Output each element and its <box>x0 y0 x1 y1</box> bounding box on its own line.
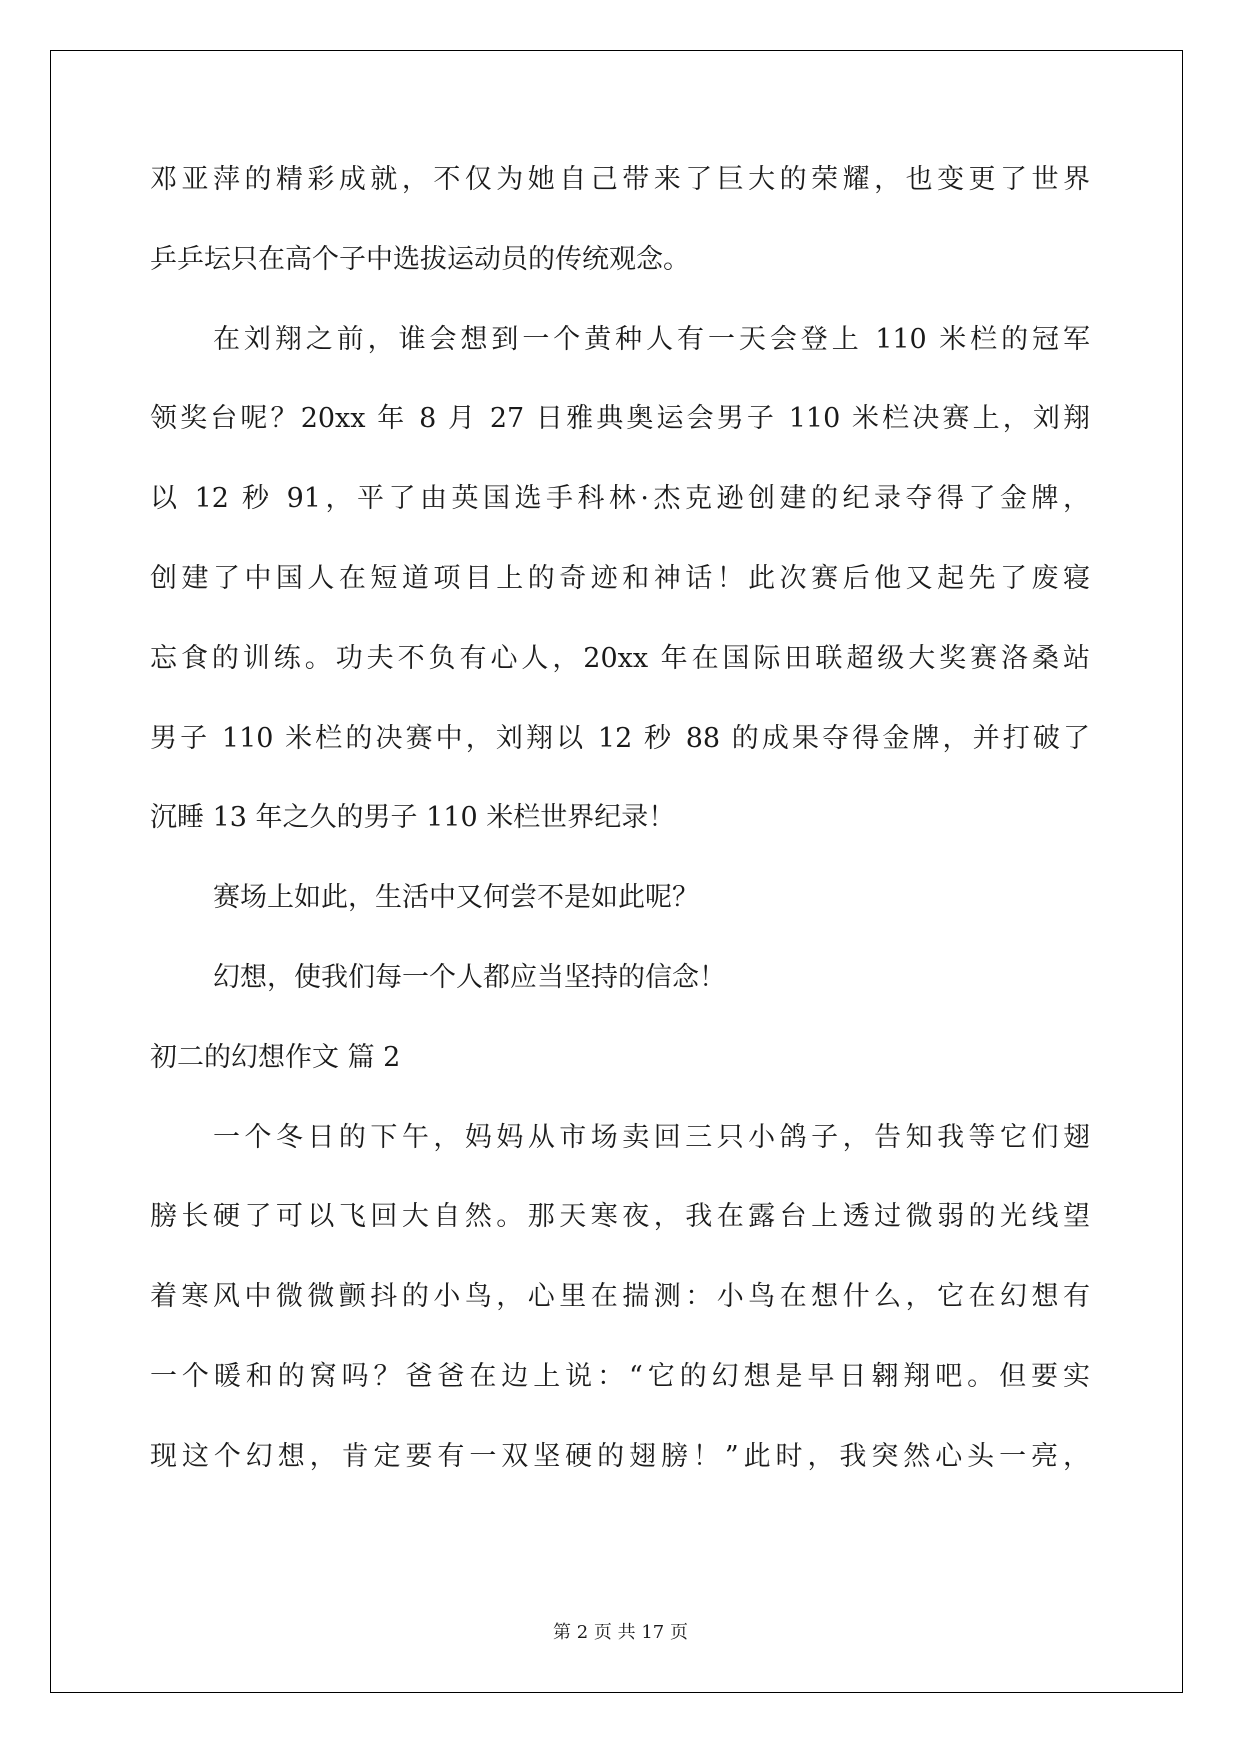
section-heading: 初二的幻想作文 篇 2 <box>150 1041 401 1073</box>
text-line: 着寒风中微微颤抖的小鸟，心里在揣测：小鸟在想什么，它在幻想有 <box>150 1281 1090 1313</box>
text-line: 在刘翔之前，谁会想到一个黄种人有一天会登上 110 米栏的冠军 <box>213 323 1090 355</box>
page-number-footer: 第 2 页 共 17 页 <box>553 1622 688 1643</box>
text-line: 创建了中国人在短道项目上的奇迹和神话！此次赛后他又起先了废寝 <box>150 562 1090 594</box>
text-line: 赛场上如此，生活中又何尝不是如此呢？ <box>213 882 699 914</box>
text-line: 一个暖和的窝吗？爸爸在边上说：“它的幻想是早日翱翔吧。但要实 <box>150 1360 1090 1392</box>
text-line: 幻想，使我们每一个人都应当坚持的信念！ <box>213 961 726 993</box>
text-line: 领奖台呢？20xx 年 8 月 27 日雅典奥运会男子 110 米栏决赛上，刘翔 <box>150 403 1090 435</box>
text-line: 忘食的训练。功夫不负有心人，20xx 年在国际田联超级大奖赛洛桑站 <box>150 642 1090 674</box>
text-line: 现这个幻想，肯定要有一双坚硬的翅膀！”此时，我突然心头一亮， <box>150 1440 1090 1472</box>
text-line: 男子 110 米栏的决赛中，刘翔以 12 秒 88 的成果夺得金牌，并打破了 <box>150 722 1090 754</box>
text-line: 膀长硬了可以飞回大自然。那天寒夜，我在露台上透过微弱的光线望 <box>150 1201 1090 1233</box>
document-body <box>150 160 1090 1517</box>
text-line: 邓亚萍的精彩成就，不仅为她自己带来了巨大的荣耀，也变更了世界 <box>150 164 1090 195</box>
text-line: 乒乒坛只在高个子中选拔运动员的传统观念。 <box>150 243 690 275</box>
text-line: 一个冬日的下午，妈妈从市场卖回三只小鸽子，告知我等它们翅 <box>213 1121 1090 1153</box>
text-line: 以 12 秒 91，平了由英国选手科林·杰克逊创建的纪录夺得了金牌， <box>150 483 1090 515</box>
text-line: 沉睡 13 年之久的男子 110 米栏世界纪录！ <box>150 802 676 834</box>
